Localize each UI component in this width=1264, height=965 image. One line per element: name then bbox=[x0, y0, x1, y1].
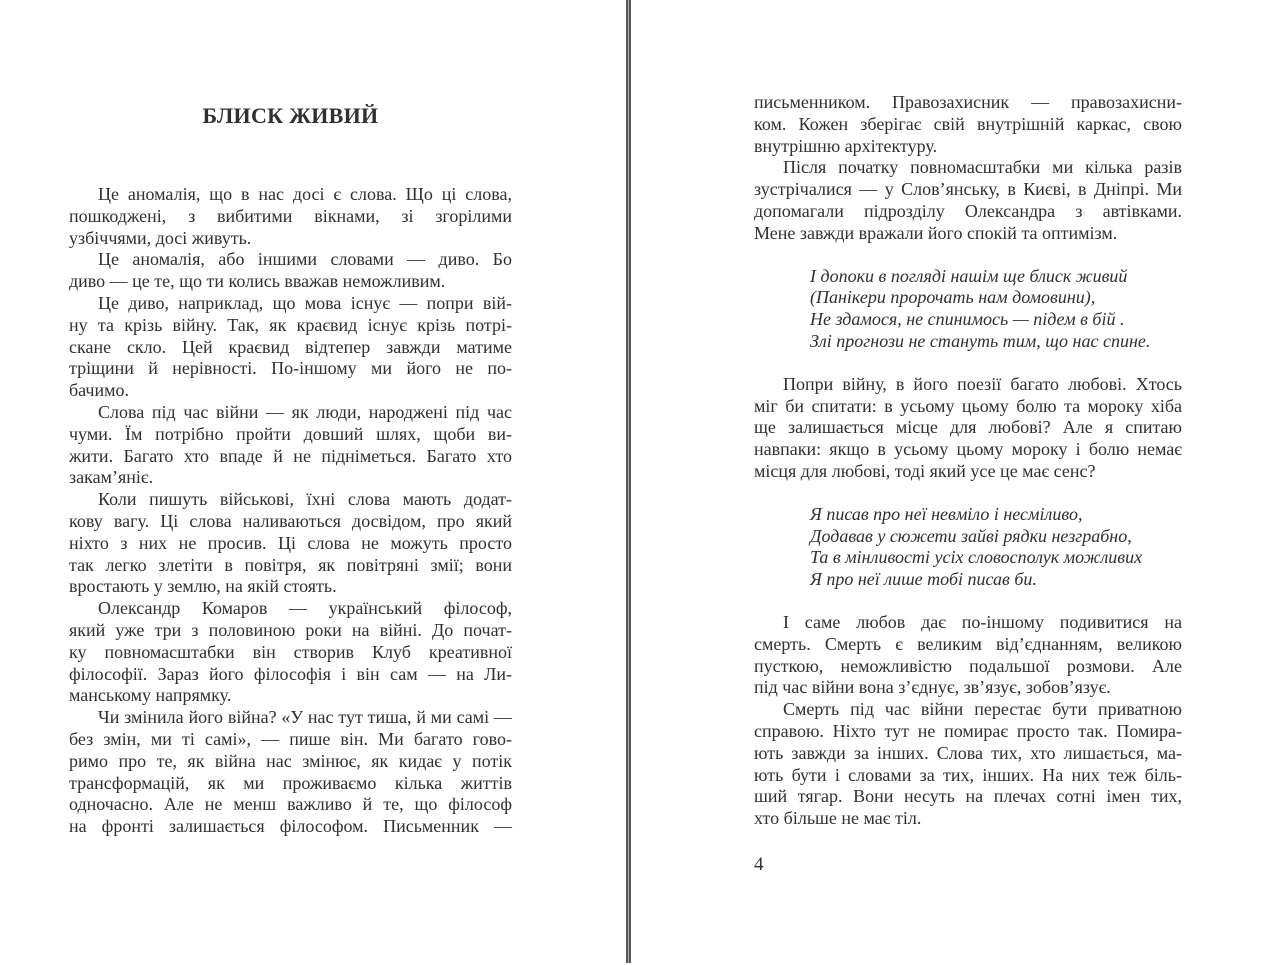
paragraph bbox=[69, 707, 512, 838]
paragraph bbox=[69, 184, 512, 249]
paragraph bbox=[754, 699, 1182, 830]
paragraph-line: Це диво, наприклад, що мова існує — попри вій- bbox=[98, 292, 512, 313]
paragraph-line: Це аномалія, або іншими словами — диво. Бо bbox=[98, 249, 512, 270]
paragraph-line: Це аномалія, що в нас досі є слова. Що ці слова, bbox=[98, 184, 512, 204]
book-spine bbox=[626, 0, 631, 963]
paragraph-line: пошкоджені, з вибитими вікнами, зі згорілими bbox=[69, 205, 512, 226]
poem-line: Та в мінливості усіх словосполук можливих bbox=[810, 547, 1143, 568]
poem-line: Я писав про неї невміло і несміливо, bbox=[810, 503, 1083, 524]
paragraph-line: кову вагу. Ці слова наливаються досвідом, про який bbox=[69, 510, 512, 531]
paragraph-line: Після початку повномасштабки ми кілька разів bbox=[783, 157, 1182, 178]
paragraph-line: Попри війну, в його поезії багато любові. Хтось bbox=[783, 373, 1182, 394]
paragraph-line: який уже три з половиною роки на війні. До почат- bbox=[69, 619, 512, 640]
paragraph-line: філософії. Зараз його філософія і він сам — на Ли- bbox=[69, 663, 512, 684]
page-number: 4 bbox=[754, 853, 764, 875]
paragraph-line: І саме любов дає по-іншому подивитися на bbox=[783, 611, 1182, 632]
paragraph-line: ком. Кожен зберігає свій внутрішній каркас, свою bbox=[754, 113, 1182, 134]
left-page bbox=[69, 103, 512, 838]
paragraph-line: міг би спитати: в усьому цьому болю та мороку хіба bbox=[754, 395, 1182, 416]
paragraph-line: закам’яніє. bbox=[69, 467, 154, 488]
paragraph-line: ший тягар. Вони несуть на плечах сотні імен тих, bbox=[754, 786, 1182, 807]
paragraph-line: справою. Ніхто тут не помирає просто так. Помира- bbox=[754, 720, 1182, 741]
paragraph-line: манському напрямку. bbox=[69, 685, 232, 706]
paragraph bbox=[69, 598, 512, 707]
paragraph-line: навпаки: якщо в усьому цьому мороку і болю немає bbox=[754, 439, 1182, 460]
poem-line: (Панікери пророчать нам домовини), bbox=[810, 287, 1096, 308]
paragraph-line: зустрічалися — у Слов’янську, в Києві, в Дніпрі. Ми bbox=[754, 179, 1182, 200]
paragraph-line: так легко злетіти в повітря, як повітряні змії; вони bbox=[69, 554, 512, 575]
paragraph-line: ють завжди за інших. Слова тих, хто лишається, ма- bbox=[754, 742, 1182, 763]
paragraph bbox=[754, 612, 1182, 699]
paragraph-line: Мене завжди вражали його спокій та оптимізм. bbox=[754, 222, 1118, 243]
paragraph-line: трансформацій, як ми проживаємо кілька життів bbox=[69, 772, 512, 793]
paragraph-line: хто більше не має тіл. bbox=[754, 808, 922, 829]
paragraph-line: допомагали підрозділу Олександра з автівками. bbox=[754, 200, 1182, 221]
paragraph-line: пусткою, неможливістю подальшої розмови. Але bbox=[754, 655, 1182, 676]
paragraph-line: ще залишається місце для любові? Але я спитаю bbox=[754, 417, 1182, 438]
paragraph-line: на фронті залишається філософом. Письменник — bbox=[69, 816, 512, 837]
paragraph-line: Чи змінила його війна? «У нас тут тиша, й ми самі — bbox=[98, 707, 512, 728]
paragraph-line: Смерть під час війни перестає бути приватною bbox=[783, 699, 1182, 720]
paragraph bbox=[69, 489, 512, 598]
poem-block bbox=[810, 504, 1182, 591]
paragraph-line: без змін, ми ті самі», — пише він. Ми багато гово- bbox=[69, 728, 512, 749]
paragraph bbox=[754, 374, 1182, 483]
paragraph-line: тріщини й нерівності. По-іншому ми його не по- bbox=[69, 358, 512, 379]
paragraph bbox=[754, 92, 1182, 157]
paragraph bbox=[69, 249, 512, 293]
poem-line: Злі прогнози не стануть тим, що нас спине. bbox=[810, 330, 1151, 351]
left-page-body bbox=[69, 184, 512, 838]
paragraph-line: диво — це те, що ти колись вважав неможливим. bbox=[69, 271, 446, 292]
paragraph-line: внутрішню архітектуру. bbox=[754, 135, 938, 156]
paragraph bbox=[754, 157, 1182, 244]
paragraph-line: письменником. Правозахисник — правозахисни- bbox=[754, 92, 1182, 112]
poem-line: Я про неї лише тобі писав би. bbox=[810, 569, 1037, 590]
paragraph-line: Олександр Комаров — український філософ, bbox=[98, 598, 512, 619]
paragraph-line: скане скло. Цей краєвид відтепер завжди матиме bbox=[69, 336, 512, 357]
paragraph-line: жити. Багато хто впаде й не підніметься. Багато хто bbox=[69, 445, 512, 466]
paragraph-line: ку повномасштабки він створив Клуб креативної bbox=[69, 641, 512, 662]
paragraph-line: бачимо. bbox=[69, 380, 130, 401]
paragraph-line: ну та крізь війну. Так, як краєвид існує крізь потрі- bbox=[69, 314, 512, 335]
paragraph-line: чуми. Їм потрібно пройти довший шлях, щоби ви- bbox=[69, 423, 512, 444]
right-page-body bbox=[754, 92, 1182, 830]
paragraph-line: узбіччями, досі живуть. bbox=[69, 227, 252, 248]
paragraph-line: римо про те, як війна нас змінює, як кидає у потік bbox=[69, 750, 512, 771]
paragraph-line: Слова під час війни — як люди, народжені під час bbox=[98, 401, 512, 422]
paragraph-line: одночасно. Але не менш важливо й те, що філософ bbox=[69, 794, 512, 815]
paragraph-line: смерть. Смерть є великим від’єднанням, великою bbox=[754, 633, 1182, 654]
paragraph-line: місця для любові, тоді який усе це має сенс? bbox=[754, 460, 1096, 481]
paragraph-line: Коли пишуть військові, їхні слова мають додат- bbox=[98, 489, 512, 510]
paragraph-line: під час війни вона з’єднує, зв’язує, зобов’язує. bbox=[754, 677, 1111, 698]
poem-line: Не здамося, не спинимось — підем в бій . bbox=[810, 309, 1125, 330]
paragraph-line: вростають у землю, на якій стоять. bbox=[69, 576, 337, 597]
paragraph-line: ніхто з них не просив. Ці слова не можуть просто bbox=[69, 532, 512, 553]
paragraph bbox=[69, 293, 512, 402]
poem-block bbox=[810, 266, 1182, 353]
paragraph bbox=[69, 402, 512, 489]
chapter-title: БЛИСК ЖИВИЙ bbox=[202, 103, 379, 128]
poem-line: Додавав у сюжети зайві рядки незграбно, bbox=[810, 525, 1132, 546]
paragraph-line: ють бути і словами за тих, інших. На них теж біль- bbox=[754, 764, 1182, 785]
poem-line: І допоки в погляді нашім ще блиск живий bbox=[810, 265, 1128, 286]
right-page bbox=[754, 92, 1182, 876]
